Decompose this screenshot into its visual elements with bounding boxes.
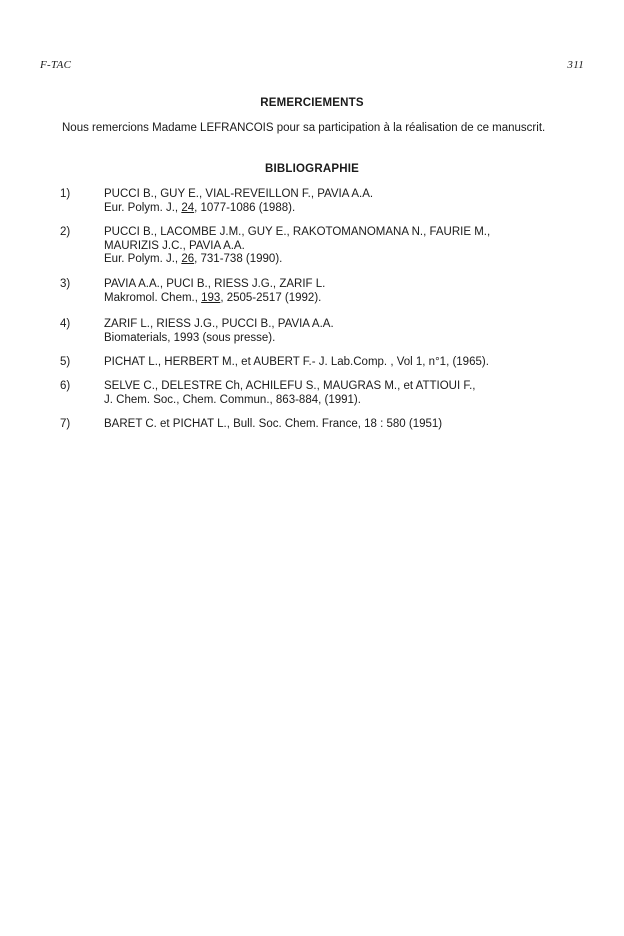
page-number: 311 (567, 59, 584, 71)
reference-number: 6) (60, 380, 71, 392)
reference-citation: Biomaterials, 1993 (sous presse). (104, 331, 276, 344)
reference-citation: Eur. Polym. J., 24, 1077-1086 (1988). (104, 201, 296, 214)
reference-citation: Makromol. Chem., 193, 2505-2517 (1992). (104, 291, 322, 304)
reference-authors: ZARIF L., RIESS J.G., PUCCI B., PAVIA A.A. (104, 318, 334, 330)
reference-number: 3) (60, 278, 71, 290)
reference-text: PICHAT L., HERBERT M., et AUBERT F.- J. Lab.Comp. , Vol 1, n°1, (1965). (104, 356, 489, 368)
reference-citation: J. Chem. Soc., Chem. Commun., 863-884, (1991). (104, 393, 361, 406)
reference-volume: 24 (181, 201, 195, 214)
acknowledgements-text: Nous remercions Madame LEFRANCOIS pour sa participation à la réalisation de ce manuscrit. (62, 122, 546, 134)
reference-number: 7) (60, 418, 71, 430)
running-head-journal: F-TAC (40, 59, 72, 71)
reference-number: 1) (60, 188, 71, 200)
acknowledgements-heading: REMERCIEMENTS (260, 97, 364, 109)
reference-number: 5) (60, 356, 71, 368)
reference-text: BARET C. et PICHAT L., Bull. Soc. Chem. France, 18 : 580 (1951) (104, 418, 443, 430)
reference-number: 2) (60, 226, 71, 238)
reference-citation: Eur. Polym. J., 26, 731-738 (1990). (104, 253, 283, 265)
reference-authors: PAVIA A.A., PUCI B., RIESS J.G., ZARIF L. (104, 278, 326, 290)
reference-number: 4) (60, 318, 71, 330)
bibliography-heading: BIBLIOGRAPHIE (265, 163, 359, 175)
reference-volume: 193 (201, 291, 221, 304)
reference-authors: PUCCI B., GUY E., VIAL-REVEILLON F., PAVIA A.A. (104, 188, 374, 200)
reference-authors: SELVE C., DELESTRE Ch, ACHILEFU S., MAUGRAS M., et ATTIOUI F., (104, 380, 476, 392)
reference-authors-continued: MAURIZIS J.C., PAVIA A.A. (104, 239, 245, 252)
reference-authors: PUCCI B., LACOMBE J.M., GUY E., RAKOTOMANOMANA N., FAURIE M., (104, 226, 491, 238)
reference-volume: 26 (181, 253, 195, 265)
